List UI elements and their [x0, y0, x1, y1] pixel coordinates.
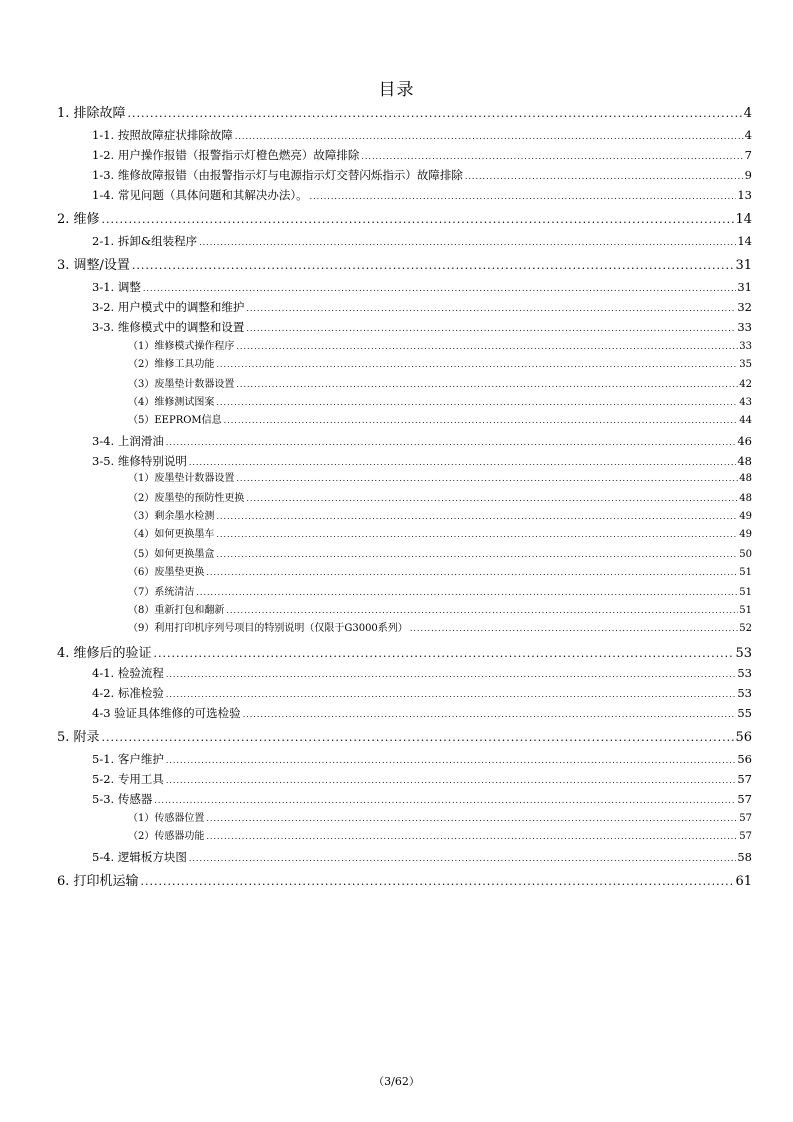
- toc-dot-leader: [236, 377, 738, 387]
- toc-entry[interactable]: [57, 257, 752, 275]
- page-number: （3/62）: [373, 1075, 420, 1088]
- toc-entry-label: 3-3. 维修模式中的调整和设置: [92, 320, 245, 334]
- toc-entry-page: 57: [737, 792, 752, 806]
- toc-entry-page: 51: [739, 567, 752, 578]
- toc-entry-label: 2. 维修: [57, 212, 100, 227]
- toc-dot-leader: [246, 321, 736, 333]
- toc-entry[interactable]: [128, 603, 752, 618]
- toc-dot-leader: [189, 455, 737, 467]
- toc-dot-leader: [465, 169, 744, 181]
- toc-entry-label: （3）剩余墨水检测: [128, 511, 215, 522]
- toc-entry-page: 14: [735, 212, 752, 227]
- toc-dot-leader: [206, 565, 738, 575]
- toc-entry-page: 4: [744, 128, 752, 142]
- toc-dot-leader: [216, 527, 738, 537]
- toc-entry-label: （2）维修工具功能: [128, 359, 215, 370]
- toc-entry[interactable]: [128, 811, 752, 826]
- toc-entry-label: （5）如何更换墨盒: [128, 549, 215, 560]
- toc-dot-leader: [216, 357, 738, 367]
- toc-entry-page: 53: [737, 666, 752, 680]
- toc-entry-label: 1-2. 用户操作报错（报警指示灯橙色燃亮）故障排除: [92, 148, 360, 162]
- toc-entry-label: （1）传感器位置: [128, 813, 205, 824]
- toc-dot-leader: [196, 585, 738, 595]
- toc-entry[interactable]: [128, 471, 752, 486]
- toc-entry[interactable]: [128, 509, 752, 524]
- toc-dot-leader: [246, 301, 736, 313]
- toc-entry-label: （6）废墨垫更换: [128, 567, 205, 578]
- toc-entry-label: （7）系统清洁: [128, 587, 195, 598]
- toc-entry-page: 55: [737, 706, 752, 720]
- toc-entry-label: （2）废墨垫的预防性更换: [128, 493, 245, 504]
- toc-entry-page: 42: [739, 379, 752, 390]
- toc-entry-page: 48: [739, 473, 752, 484]
- toc-entry-page: 33: [739, 341, 752, 352]
- toc-entry-page: 33: [737, 320, 752, 334]
- toc-entry-page: 49: [739, 511, 752, 522]
- toc-entry[interactable]: [92, 771, 752, 787]
- toc-dot-leader: [166, 667, 737, 679]
- toc-dot-leader: [154, 793, 736, 805]
- toc-dot-leader: [361, 149, 743, 161]
- toc-dot-leader: [143, 281, 737, 293]
- toc-entry-page: 51: [739, 587, 752, 598]
- toc-dot-leader: [235, 129, 744, 141]
- toc-entry[interactable]: [128, 395, 752, 410]
- toc-entry-page: 4: [743, 106, 752, 121]
- toc-entry-page: 46: [737, 434, 752, 448]
- toc-entry-page: 50: [739, 549, 752, 560]
- toc-entry-page: 35: [739, 359, 752, 370]
- toc-entry-label: （3）废墨垫计数器设置: [128, 379, 235, 390]
- toc-dot-leader: [206, 811, 738, 821]
- toc-entry-page: 53: [735, 646, 752, 661]
- toc-entry-label: 4-3 验证具体维修的可选检验: [92, 706, 241, 720]
- toc-dot-leader: [102, 729, 735, 742]
- toc-entry-label: （9）利用打印机序列号项目的特别说明（仅限于G3000系列）: [128, 623, 408, 634]
- toc-entry-page: 44: [739, 415, 752, 426]
- toc-entry-label: 5-3. 传感器: [92, 792, 153, 806]
- toc-entry-label: 4-1. 检验流程: [92, 666, 164, 680]
- toc-entry-label: （4）如何更换墨车: [128, 529, 215, 540]
- toc-entry[interactable]: [128, 377, 752, 392]
- toc-entry-label: （1）维修模式操作程序: [128, 341, 235, 352]
- toc-dot-leader: [216, 509, 738, 519]
- toc-entry[interactable]: [92, 665, 752, 681]
- toc-entry[interactable]: [57, 645, 752, 663]
- toc-entry[interactable]: [92, 319, 752, 335]
- toc-entry-page: 51: [739, 605, 752, 616]
- toc-dot-leader: [166, 687, 737, 699]
- toc-entry-label: （1）废墨垫计数器设置: [128, 473, 235, 484]
- toc-entry[interactable]: [57, 729, 752, 747]
- toc-dot-leader: [410, 621, 738, 631]
- toc-entry-page: 53: [737, 686, 752, 700]
- page-title: 目录: [378, 80, 415, 100]
- toc-dot-leader: [141, 873, 735, 886]
- toc-entry[interactable]: [92, 233, 752, 249]
- toc-dot-leader: [154, 645, 735, 658]
- toc-entry[interactable]: [92, 685, 752, 701]
- toc-entry-page: 7: [744, 148, 752, 162]
- toc-entry[interactable]: [92, 147, 752, 163]
- toc-entry-page: 43: [739, 397, 752, 408]
- toc-entry[interactable]: [57, 211, 752, 229]
- toc-entry[interactable]: [57, 105, 752, 123]
- toc-entry-page: 58: [737, 850, 752, 864]
- toc-entry-label: 5. 附录: [57, 730, 100, 745]
- toc-entry[interactable]: [128, 491, 752, 506]
- toc-dot-leader: [199, 235, 736, 247]
- toc-entry[interactable]: [92, 453, 752, 469]
- toc-entry-page: 48: [737, 454, 752, 468]
- toc-entry-page: 31: [737, 280, 752, 294]
- toc-entry-label: 1-4. 常见问题（具体问题和其解决办法）。: [92, 188, 308, 202]
- toc-entry-label: 6. 打印机运输: [57, 874, 139, 889]
- toc-entry-page: 57: [739, 813, 752, 824]
- toc-entry-label: 2-1. 拆卸&组装程序: [92, 234, 198, 248]
- toc-entry-label: 1-3. 维修故障报错（由报警指示灯与电源指示灯交替闪烁指示）故障排除: [92, 168, 463, 182]
- toc-entry-label: 3. 调整/设置: [57, 258, 130, 273]
- toc-entry-page: 52: [739, 623, 752, 634]
- toc-entry-label: 3-2. 用户模式中的调整和维护: [92, 300, 245, 314]
- toc-dot-leader: [243, 707, 737, 719]
- toc-entry-page: 56: [737, 752, 752, 766]
- toc-dot-leader: [102, 211, 735, 224]
- toc-entry[interactable]: [92, 433, 752, 449]
- toc-entry-label: 5-4. 逻辑板方块图: [92, 850, 187, 864]
- toc-entry[interactable]: [128, 357, 752, 372]
- toc-entry-label: （2）传感器功能: [128, 831, 205, 842]
- toc-dot-leader: [224, 413, 739, 423]
- toc-entry-page: 48: [739, 493, 752, 504]
- toc-dot-leader: [189, 851, 737, 863]
- toc-entry[interactable]: [92, 127, 752, 143]
- toc-entry[interactable]: [92, 849, 752, 865]
- toc-dot-leader: [236, 339, 738, 349]
- toc-dot-leader: [246, 491, 738, 501]
- toc-entry[interactable]: [92, 705, 752, 721]
- toc-entry-label: （4）维修测试图案: [128, 397, 215, 408]
- toc-dot-leader: [310, 189, 737, 201]
- toc-entry-label: 4-2. 标准检验: [92, 686, 164, 700]
- toc-entry[interactable]: [128, 621, 752, 636]
- toc-entry-page: 14: [737, 234, 752, 248]
- toc-entry-label: 5-2. 专用工具: [92, 772, 164, 786]
- toc-entry[interactable]: [92, 187, 752, 203]
- toc-entry-label: 3-5. 维修特别说明: [92, 454, 187, 468]
- toc-entry-label: 1. 排除故障: [57, 106, 126, 121]
- toc-entry-page: 56: [735, 730, 752, 745]
- toc-dot-leader: [206, 829, 738, 839]
- toc-entry-label: 1-1. 按照故障症状排除故障: [92, 128, 233, 142]
- toc-entry-page: 31: [735, 258, 752, 273]
- toc-entry[interactable]: [128, 565, 752, 580]
- toc-dot-leader: [166, 773, 737, 785]
- toc-entry-page: 57: [739, 831, 752, 842]
- toc-dot-leader: [216, 547, 738, 557]
- toc-entry-label: 3-1. 调整: [92, 280, 141, 294]
- toc-dot-leader: [236, 471, 738, 481]
- toc-dot-leader: [128, 105, 743, 118]
- toc-dot-leader: [166, 435, 737, 447]
- toc-dot-leader: [132, 257, 735, 270]
- toc-dot-leader: [166, 753, 737, 765]
- toc-entry-label: （5）EEPROM信息: [128, 415, 222, 426]
- toc-entry[interactable]: [128, 585, 752, 600]
- toc-entry-page: 13: [737, 188, 752, 202]
- toc-entry[interactable]: [92, 751, 752, 767]
- toc-dot-leader: [216, 395, 738, 405]
- toc-entry-page: 49: [739, 529, 752, 540]
- toc-entry[interactable]: [57, 873, 752, 891]
- toc-entry-page: 61: [735, 874, 752, 889]
- toc-entry-page: 9: [744, 168, 752, 182]
- toc-entry-label: 5-1. 客户维护: [92, 752, 164, 766]
- toc-entry-label: （8）重新打包和翻新: [128, 605, 225, 616]
- toc-entry[interactable]: [128, 547, 752, 562]
- toc-entry[interactable]: [92, 167, 752, 183]
- toc-entry[interactable]: [128, 339, 752, 354]
- toc-entry-label: 3-4. 上润滑油: [92, 434, 164, 448]
- toc-entry-page: 57: [737, 772, 752, 786]
- toc-dot-leader: [226, 603, 738, 613]
- toc-entry[interactable]: [128, 413, 752, 428]
- toc-entry[interactable]: [128, 829, 752, 844]
- toc-entry[interactable]: [128, 527, 752, 542]
- toc-entry[interactable]: [92, 279, 752, 295]
- toc-entry[interactable]: [92, 299, 752, 315]
- toc-entry-page: 32: [737, 300, 752, 314]
- toc-entry[interactable]: [92, 791, 752, 807]
- toc-entry-label: 4. 维修后的验证: [57, 646, 152, 661]
